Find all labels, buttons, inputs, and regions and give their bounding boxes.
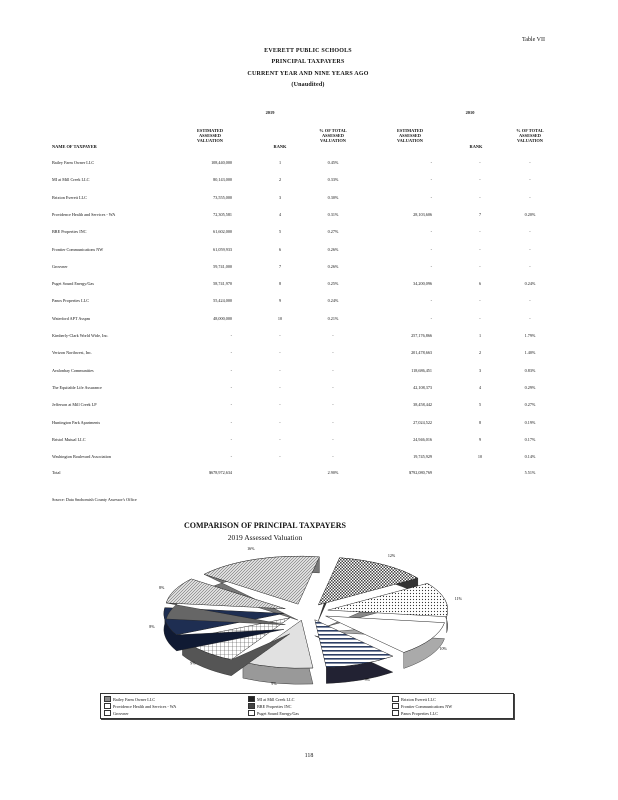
- row-r10: -: [479, 229, 481, 235]
- page-number: 118: [304, 753, 314, 759]
- row-p19: -: [332, 402, 334, 408]
- row-r19: 10: [277, 315, 283, 321]
- pie-slice-label: 9%: [364, 676, 370, 682]
- legend-item: [392, 703, 452, 709]
- total-v19: $678,972,634: [208, 470, 232, 475]
- row-p19: -: [332, 367, 334, 373]
- row-v19: 61,059,933: [213, 246, 232, 252]
- row-r10: -: [479, 177, 481, 183]
- row-r10: 3: [478, 367, 482, 373]
- legend-swatch: [248, 710, 255, 716]
- legend-label: Bailey Farm Owner LLC: [113, 696, 156, 702]
- row-v19: 55,424,000: [213, 298, 232, 304]
- col-pct: % OF TOTAL ASSESSED VALUATION: [319, 128, 347, 143]
- row-p10: 0.14%: [524, 454, 536, 460]
- row-p10: 1.40%: [524, 350, 536, 356]
- row-p19: 0.30%: [327, 194, 339, 200]
- row-name: Bristol Mutual LLC: [52, 436, 86, 442]
- row-name: MI at Mill Creek LLC: [52, 177, 90, 183]
- legend-label: MI at Mill Creek LLC: [257, 696, 295, 702]
- row-v19: -: [230, 419, 232, 425]
- pie-slice-label: 12%: [387, 553, 396, 559]
- legend-swatch: [104, 710, 111, 716]
- legend-label: Brixton Everett LLC: [401, 696, 436, 702]
- source-note: Source: Data Snohomish County Assessor's Office: [52, 497, 137, 502]
- legend-label: Providence Health and Services - WA: [113, 703, 177, 709]
- legend-label: Puget Sound Energy/Gas: [257, 710, 300, 716]
- col-pct-prior: % OF TOTAL ASSESSED VALUATION: [516, 128, 544, 143]
- row-p19: 0.25%: [327, 281, 339, 287]
- row-name: Frontier Communications NW: [52, 246, 104, 252]
- row-name: BRE Properties INC: [52, 229, 87, 235]
- row-r19: 2: [278, 177, 282, 183]
- row-r19: -: [279, 419, 281, 425]
- row-v10: 38,458,442: [413, 402, 432, 408]
- row-v19: 61,602,000: [213, 229, 232, 235]
- legend-item: [248, 710, 299, 716]
- year-current: 2019: [265, 110, 275, 115]
- row-r10: -: [479, 298, 481, 304]
- row-name: Waterford APT Asspm: [52, 315, 90, 321]
- row-name: Washington Boulevard Association: [52, 454, 111, 460]
- chart-legend: [100, 693, 514, 719]
- row-r19: -: [279, 436, 281, 442]
- row-v10: 27,024,522: [413, 419, 432, 425]
- row-v19: -: [230, 436, 232, 442]
- row-r19: 6: [278, 246, 282, 252]
- row-name: Puget Sound Energy/Gas: [52, 281, 95, 287]
- row-v10: -: [430, 194, 432, 200]
- row-p10: 0.24%: [524, 281, 536, 287]
- row-r10: 2: [478, 350, 482, 356]
- row-v10: -: [430, 246, 432, 252]
- col-est-val: ESTIMATED ASSESSED VALUATION: [196, 128, 224, 143]
- legend-label: Grosvner: [113, 710, 129, 716]
- legend-swatch: [392, 710, 399, 716]
- title-line-3: CURRENT YEAR AND NINE YEARS AGO: [247, 71, 369, 77]
- legend-item: [104, 703, 176, 709]
- row-r10: -: [479, 246, 481, 252]
- row-p10: -: [529, 246, 531, 252]
- row-r10: -: [479, 160, 481, 165]
- row-v19: 59,741,000: [213, 263, 232, 269]
- legend-item: [248, 696, 294, 702]
- legend-item: [392, 696, 436, 702]
- row-name: Verizon Northwest, Inc.: [52, 350, 93, 356]
- row-r19: -: [279, 350, 281, 356]
- legend-label: Panos Properties LLC: [401, 710, 438, 716]
- row-p19: 0.27%: [327, 229, 339, 235]
- row-p10: 0.17%: [524, 436, 536, 442]
- row-p19: -: [332, 333, 334, 338]
- title-line-1: EVERETT PUBLIC SCHOOLS: [264, 48, 352, 54]
- row-name: The Equitable Life Assurance: [52, 384, 102, 390]
- pie-slice-label: 9%: [271, 680, 277, 686]
- row-p10: -: [529, 194, 531, 200]
- row-name: Grosvner: [52, 263, 68, 269]
- row-v10: 19,745,929: [413, 454, 432, 460]
- row-p10: -: [529, 298, 531, 304]
- legend-item: [392, 710, 438, 716]
- row-name: Kimberly-Clark World Wide, Inc.: [52, 333, 109, 338]
- pie-slice-label: 11%: [454, 596, 462, 602]
- total-v10: $792,080,769: [408, 470, 432, 475]
- row-p19: 0.33%: [327, 177, 339, 183]
- pie-slice-label: 8%: [149, 623, 155, 629]
- row-p10: -: [529, 229, 531, 235]
- row-p10: 1.79%: [524, 333, 536, 338]
- row-p19: -: [332, 419, 334, 425]
- row-p10: -: [529, 315, 531, 321]
- row-v10: -: [430, 160, 432, 165]
- row-p10: 0.83%: [524, 367, 536, 373]
- row-v19: -: [230, 350, 232, 356]
- row-v19: 73,555,000: [213, 194, 232, 200]
- row-v10: -: [430, 298, 432, 304]
- row-v10: 34,200,096: [413, 281, 432, 287]
- row-v19: 72,305,581: [213, 211, 232, 217]
- table-reference: Table VII: [522, 37, 545, 43]
- legend-item: [248, 703, 291, 709]
- row-p10: -: [529, 263, 531, 269]
- legend-swatch: [104, 703, 111, 709]
- row-p19: 0.31%: [327, 211, 339, 217]
- row-name: Huntington Park Apartments: [52, 419, 101, 425]
- row-p19: 0.45%: [327, 160, 339, 165]
- legend-swatch: [248, 696, 255, 702]
- row-r19: -: [279, 333, 281, 338]
- pie-slice-label: 10%: [439, 645, 447, 651]
- col-rank-prior: RANK: [469, 144, 483, 149]
- row-r19: 9: [278, 298, 282, 304]
- row-v19: -: [230, 367, 232, 373]
- legend-label: BRE Properties INC: [257, 703, 292, 709]
- row-r10: -: [479, 194, 481, 200]
- row-r19: 8: [278, 281, 282, 287]
- chart-title: COMPARISON OF PRINCIPAL TAXPAYERS: [183, 521, 346, 530]
- row-v10: -: [430, 263, 432, 269]
- row-r10: 8: [478, 419, 482, 425]
- legend-item: [104, 696, 155, 702]
- row-name: Brixton Everett LLC: [52, 194, 87, 200]
- row-p10: -: [529, 177, 531, 183]
- row-v10: 201,478,663: [411, 350, 432, 356]
- legend-swatch: [392, 696, 399, 702]
- row-r19: -: [279, 367, 281, 373]
- legend-swatch: [248, 703, 255, 709]
- row-v19: 80,143,000: [213, 177, 232, 183]
- pie-slice-label: 16%: [247, 546, 255, 552]
- row-r10: 5: [478, 402, 482, 408]
- row-p10: 0.29%: [524, 384, 536, 390]
- row-p19: -: [332, 454, 334, 460]
- row-p19: -: [332, 350, 334, 356]
- chart-subtitle: 2019 Assessed Valuation: [227, 533, 303, 542]
- row-p19: 0.26%: [327, 263, 339, 269]
- row-r10: 9: [478, 436, 482, 442]
- row-v10: -: [430, 177, 432, 183]
- row-name: Avalonbay Communities: [52, 367, 94, 373]
- row-v19: 48,000,000: [213, 315, 232, 321]
- row-v19: -: [230, 384, 232, 390]
- row-r19: 5: [278, 229, 282, 235]
- year-prior: 2010: [465, 110, 475, 115]
- pie-slice-label: 8%: [159, 584, 165, 590]
- row-r10: -: [479, 263, 481, 269]
- legend-item: [104, 710, 129, 716]
- row-r19: -: [279, 402, 281, 408]
- total-p19: 2.90%: [327, 470, 339, 475]
- row-v19: 108,440,000: [211, 160, 232, 165]
- row-name: Providence Health and Services - WA: [52, 211, 116, 217]
- col-est-val-prior: ESTIMATED ASSESSED VALUATION: [396, 128, 424, 143]
- row-r10: 10: [477, 454, 483, 460]
- pie-slice-label: 9%: [190, 660, 196, 666]
- row-p10: 0.19%: [524, 419, 536, 425]
- row-r19: 4: [278, 211, 282, 217]
- row-r10: -: [479, 315, 481, 321]
- legend-swatch: [104, 696, 111, 702]
- total-label: Total: [52, 470, 61, 475]
- row-v19: -: [230, 333, 232, 338]
- row-r10: 6: [478, 281, 482, 287]
- row-v19: 58,741,970: [213, 281, 232, 287]
- row-p19: -: [332, 436, 334, 442]
- row-p10: 0.20%: [524, 211, 536, 217]
- row-p19: 0.26%: [327, 246, 339, 252]
- row-r19: 7: [278, 263, 282, 269]
- row-v19: -: [230, 454, 232, 460]
- row-v10: 42,108,373: [413, 384, 432, 390]
- row-v10: -: [430, 229, 432, 235]
- col-rank: RANK: [273, 144, 287, 149]
- row-v10: 28,103,606: [413, 211, 432, 217]
- legend-label: Frontier Communications NW: [401, 703, 453, 709]
- row-name: Bailey Farm Owner LLC: [52, 160, 95, 165]
- row-r19: 3: [278, 194, 282, 200]
- col-name: NAME OF TAXPAYER: [52, 144, 97, 149]
- row-p19: 0.24%: [327, 298, 339, 304]
- row-p10: -: [529, 160, 531, 165]
- row-name: Jefferson at Mill Creek LP: [52, 402, 97, 408]
- row-r19: -: [279, 454, 281, 460]
- pie-chart: [100, 546, 512, 690]
- total-p10: 5.51%: [524, 470, 536, 475]
- row-r10: 7: [478, 211, 482, 217]
- row-r19: -: [279, 384, 281, 390]
- row-p10: 0.27%: [524, 402, 536, 408]
- row-p19: 0.21%: [327, 315, 339, 321]
- row-v10: 118,686,451: [411, 367, 432, 373]
- title-line-4: (Unaudited): [291, 82, 325, 88]
- row-v19: -: [230, 402, 232, 408]
- row-r10: 1: [478, 333, 482, 338]
- legend-swatch: [392, 703, 399, 709]
- title-line-2: PRINCIPAL TAXPAYERS: [271, 59, 345, 65]
- row-v10: 24,946,016: [413, 436, 432, 442]
- row-r10: 4: [478, 384, 482, 390]
- row-name: Panos Properties LLC: [52, 298, 89, 304]
- row-v10: -: [430, 315, 432, 321]
- row-p19: -: [332, 384, 334, 390]
- row-r19: 1: [278, 160, 282, 165]
- row-v10: 257,176,866: [411, 333, 432, 338]
